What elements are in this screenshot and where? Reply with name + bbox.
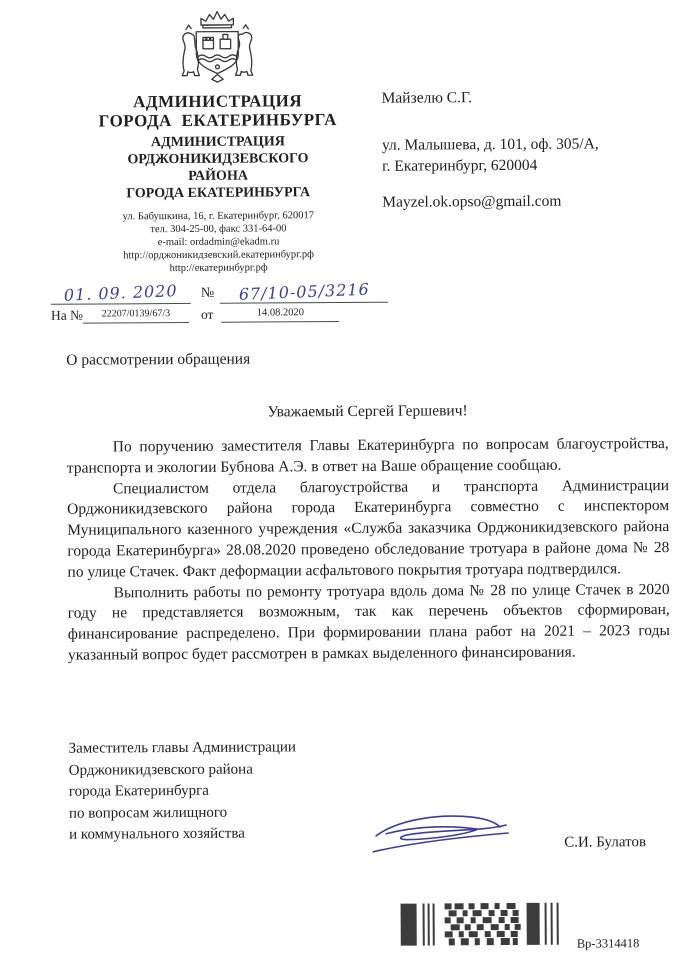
outgoing-number-field <box>220 279 388 304</box>
district-line: РАЙОНА <box>188 168 248 184</box>
letterhead <box>49 8 387 276</box>
recipient-address-line1: ул. Малышева, д. 101, оф. 305/А, <box>381 135 599 154</box>
org-website-district: http://орджоникидзевский.екатеринбург.рф <box>123 249 314 262</box>
recipient-email: Mayzel.ok.opso@gmail.com <box>382 192 562 211</box>
handwritten-number: 67/10-05/3216 <box>238 279 370 304</box>
subject-line: О рассмотрении обращения <box>66 350 251 369</box>
salutation: Уважаемый Сергей Гершевич! <box>267 402 468 421</box>
recipient-block <box>382 86 675 213</box>
signer-name: С.И. Булатов <box>564 834 647 851</box>
reference-block <box>50 279 396 324</box>
yekaterinburg-coat-of-arms-icon <box>49 8 385 90</box>
signer-title-line: города Екатеринбурга <box>68 782 209 800</box>
district-administration-title <box>50 133 386 203</box>
city-admin-line2: ГОРОДА ЕКАТЕРИНБУРГА <box>98 110 337 131</box>
body-paragraph-2: Специалистом отдела благоустройства и транспорта Администрации Орджоникидзевского района города Екатеринбурга совместно с инспектором Муниципального казенного учреждения «Служба заказчика Орджоникидзевского района города Екатеринбурга» 28.08.2020 проведено обследование тротуара в районе дома № 28 по улице Стачек. Факт деформации асфальтового покрытия тротуара подтвердился. <box>67 476 670 581</box>
number-sign-label: № <box>200 285 215 301</box>
handwritten-signature-icon <box>368 805 518 863</box>
handwritten-date: 01. 09. 2020 <box>63 281 179 305</box>
signer-title-line: и коммунального хозяйства <box>69 825 245 843</box>
org-email: e-mail: ordadmin@ekadm.ru <box>157 236 280 249</box>
barcode-label: Вр-3314418 <box>576 936 640 951</box>
district-line: ГОРОДА ЕКАТЕРИНБУРГА <box>126 185 311 202</box>
city-administration-title <box>50 91 386 131</box>
incoming-reference-row <box>51 306 396 324</box>
body-paragraph-3: Выполнить работы по ремонту тротуара вдоль дома № 28 по улице Стачек в 2020 году не представляется возможным, так как перечень объектов сформирован, финансирование распределено. При формировании плана работ на 2021 – 2023 годы указанный вопрос будет рассмотрен в рамках выделенного финансирования. <box>67 580 670 664</box>
letterhead-contacts <box>50 209 386 276</box>
recipient-address-line2: г. Екатеринбург, 620004 <box>381 156 538 175</box>
letter-body <box>67 434 670 666</box>
recipient-name: Майзелю С.Г. <box>381 89 473 107</box>
signer-title-line: по вопросам жилищного <box>68 804 228 822</box>
outgoing-date-field <box>51 283 191 305</box>
org-address: ул. Бабушкина, 16, г. Екатеринбург, 620017 <box>122 210 315 223</box>
signer-title-block <box>69 737 297 846</box>
outgoing-reference-row <box>51 279 396 305</box>
incoming-label: На № <box>50 307 83 323</box>
org-website-city: http://екатеринбург.рф <box>169 262 268 275</box>
district-line: ОРДЖОНИКИДЗЕВСКОГО <box>127 151 309 168</box>
signer-title-line: Орджоникидзевского района <box>68 761 253 779</box>
registration-barcode-icon <box>399 899 567 955</box>
body-paragraph-1: По поручению заместителя Главы Екатеринбурга по вопросам благоустройства, транспорта и экологии Бубнова А.Э. в ответ на Ваше обращение сообщаю. <box>66 435 669 477</box>
incoming-date-field: 14.08.2020 <box>221 307 339 323</box>
org-phone: тел. 304-25-00, факс 331-64-00 <box>150 223 287 236</box>
from-label: от <box>200 306 214 322</box>
district-line: АДМИНИСТРАЦИЯ <box>150 134 285 151</box>
signer-title-line: Заместитель главы Администрации <box>68 739 296 757</box>
city-admin-line1: АДМИНИСТРАЦИЯ <box>133 91 303 112</box>
incoming-number-field: 22207/0139/67/3 <box>83 308 189 324</box>
